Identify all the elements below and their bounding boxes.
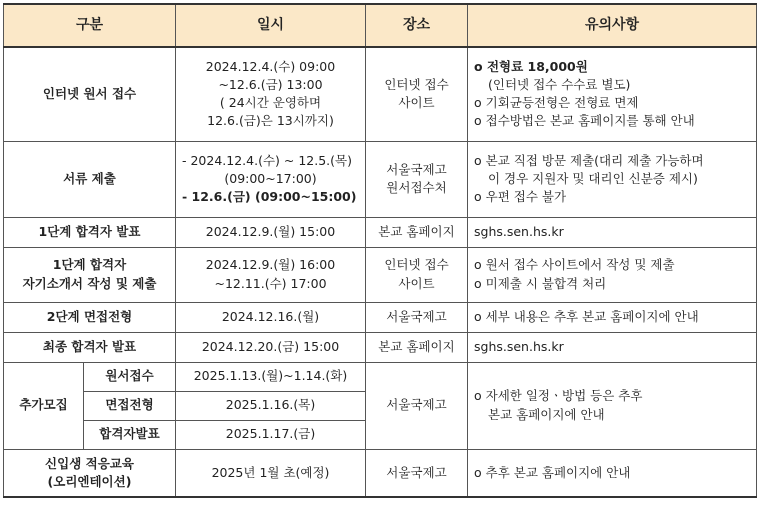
table-row	[4, 47, 757, 141]
sub-category: 원서접수	[84, 362, 176, 391]
row-datetime: - 2024.12.4.(수) ~ 12.5.(목) (09:00~17:00) - 12.6.(금) (09:00~15:00)	[176, 141, 366, 217]
row-notes: o 추후 본교 홈페이지에 안내	[468, 449, 757, 497]
sub-category: 합격자발표	[84, 420, 176, 449]
table-row	[4, 362, 757, 391]
table-row	[4, 449, 757, 497]
row-datetime: 2025.1.16.(목)	[176, 391, 366, 420]
row-place: 서울국제고	[366, 362, 468, 449]
row-notes: sghs.sen.hs.kr	[468, 332, 757, 362]
row-datetime: 2025년 1월 초(예정)	[176, 449, 366, 497]
row-place: 인터넷 접수 사이트	[366, 47, 468, 141]
row-datetime: 2024.12.9.(월) 15:00	[176, 217, 366, 247]
row-category: 추가모집	[4, 362, 84, 449]
admission-schedule-table	[3, 3, 757, 498]
table-row	[4, 247, 757, 302]
header-notes: 유의사항	[468, 4, 757, 47]
row-datetime: 2024.12.4.(수) 09:00 ~12.6.(금) 13:00 ( 24시간 운영하며 12.6.(금)은 13시까지)	[176, 47, 366, 141]
row-notes: o 자세한 일정ㆍ방법 등은 추후 본교 홈페이지에 안내	[468, 362, 757, 449]
row-notes: o 세부 내용은 추후 본교 홈페이지에 안내	[468, 302, 757, 332]
row-category: 1단계 합격자 자기소개서 작성 및 제출	[4, 247, 176, 302]
row-notes: sghs.sen.hs.kr	[468, 217, 757, 247]
row-datetime: 2024.12.20.(금) 15:00	[176, 332, 366, 362]
row-datetime: 2025.1.13.(월)~1.14.(화)	[176, 362, 366, 391]
header-place: 장소	[366, 4, 468, 47]
table-row	[4, 332, 757, 362]
row-category: 최종 합격자 발표	[4, 332, 176, 362]
row-category: 인터넷 원서 접수	[4, 47, 176, 141]
row-place: 본교 홈페이지	[366, 217, 468, 247]
row-datetime: 2024.12.9.(월) 16:00 ~12.11.(수) 17:00	[176, 247, 366, 302]
table-row	[4, 141, 757, 217]
row-place: 인터넷 접수 사이트	[366, 247, 468, 302]
table-row	[4, 302, 757, 332]
row-place: 서울국제고	[366, 302, 468, 332]
row-place: 본교 홈페이지	[366, 332, 468, 362]
row-datetime: 2025.1.17.(금)	[176, 420, 366, 449]
sub-category: 면접전형	[84, 391, 176, 420]
row-category: 서류 제출	[4, 141, 176, 217]
row-place: 서울국제고	[366, 449, 468, 497]
row-place: 서울국제고 원서접수처	[366, 141, 468, 217]
row-notes: o 본교 직접 방문 제출(대리 제출 가능하며 이 경우 지원자 및 대리인 신분증 제시) o 우편 접수 불가	[468, 141, 757, 217]
row-category: 2단계 면접전형	[4, 302, 176, 332]
header-category: 구분	[4, 4, 176, 47]
row-datetime: 2024.12.16.(월)	[176, 302, 366, 332]
row-category: 신입생 적응교육 (오리엔테이션)	[4, 449, 176, 497]
row-category: 1단계 합격자 발표	[4, 217, 176, 247]
table-header-row	[4, 4, 757, 47]
row-notes: o 전형료 18,000원 (인터넷 접수 수수료 별도) o 기회균등전형은 전형료 면제 o 접수방법은 본교 홈페이지를 통해 안내	[468, 47, 757, 141]
header-datetime: 일시	[176, 4, 366, 47]
table-row	[4, 217, 757, 247]
row-notes: o 원서 접수 사이트에서 작성 및 제출 o 미제출 시 불합격 처리	[468, 247, 757, 302]
